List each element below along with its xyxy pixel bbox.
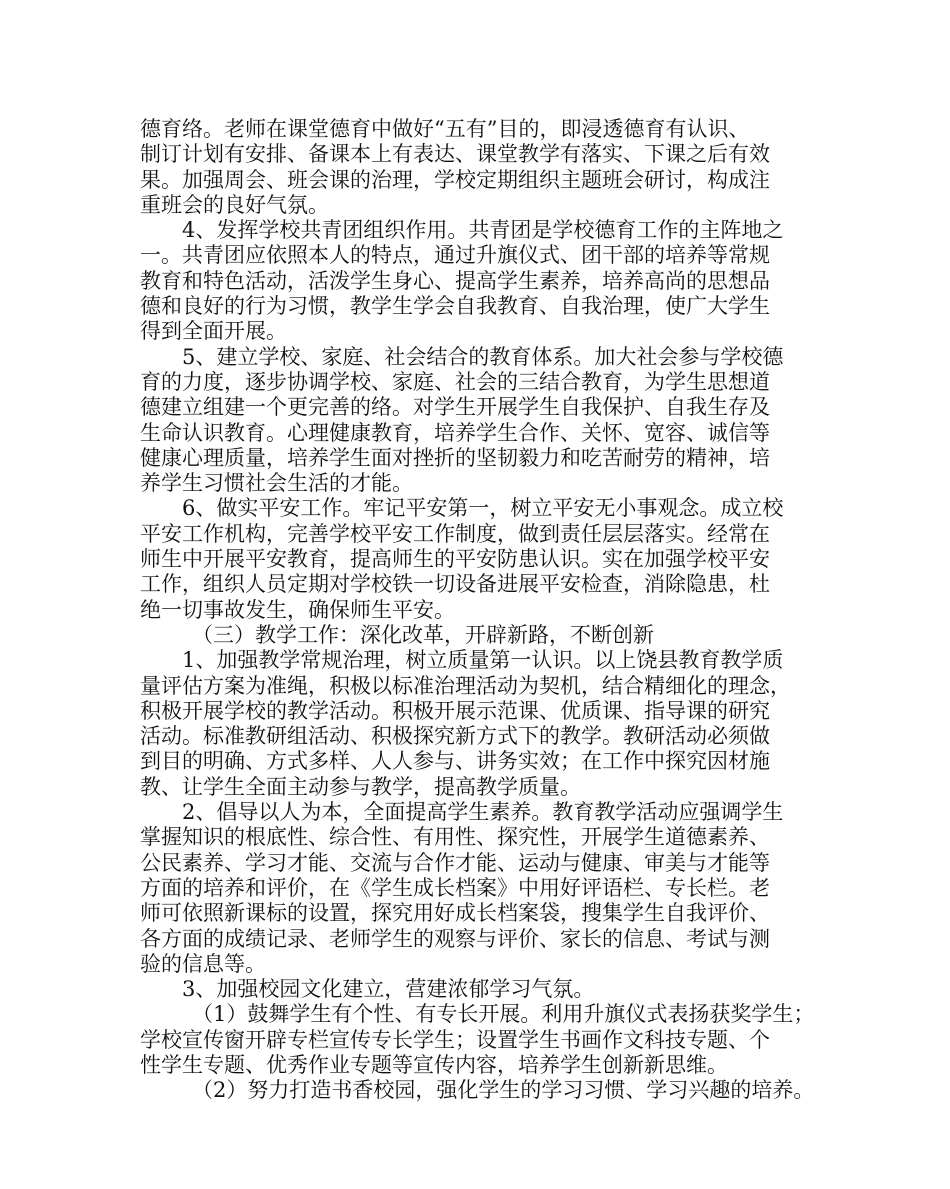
text-line: 工作，组织人员定期对学校铁一切设备进展平安检查，消除隐患，杜: [140, 572, 770, 597]
text-line: 5、建立学校、家庭、社会结合的教育体系。加大社会参与学校德: [182, 344, 784, 369]
body-paragraph: [140, 648, 826, 800]
body-paragraph: [140, 218, 826, 344]
text-line: 重班会的良好气氛。: [140, 192, 329, 217]
subheading-paragraph: [140, 1078, 826, 1103]
text-line: 性学生专题、优秀作业专题等宣传内容，培养学生创新新思维。: [140, 1052, 728, 1077]
text-line: 公民素养、学习才能、交流与合作才能、运动与健康、审美与才能等: [140, 850, 770, 875]
text-line: 一。共青团应依照本人的特点，通过升旗仪式、团干部的培养等常规: [140, 243, 770, 268]
text-line: 教育和特色活动，活泼学生身心、提高学生素养，培养高尚的思想品: [140, 268, 770, 293]
text-line: 德建立组建一个更完善的络。对学生开展学生自我保护、自我生存及: [140, 395, 770, 420]
text-line: （2）努力打造书香校园，强化学生的学习习惯、学习兴趣的培养。: [192, 1078, 815, 1103]
text-line: 制订计划有安排、备课本上有表达、课堂教学有落实、下课之后有效: [140, 142, 770, 167]
text-line: （三）教学工作：深化改革，开辟新路，不断创新: [192, 622, 654, 647]
text-line: 活动。标准教研组活动、积极探究新方式下的教学。教研活动必须做: [140, 724, 770, 749]
text-line: 积极开展学校的教学活动。积极开展示范课、优质课、指导课的研究: [140, 698, 770, 723]
text-line: 4、发挥学校共青团组织作用。共青团是学校德育工作的主阵地之: [182, 218, 784, 243]
body-paragraph: [140, 977, 826, 1002]
text-line: 绝一切事故发生，确保师生平安。: [140, 597, 455, 622]
text-line: 养学生习惯社会生活的才能。: [140, 471, 413, 496]
body-paragraph: [140, 345, 826, 497]
text-line: 健康心理质量，培养学生面对挫折的坚韧毅力和吃苦耐劳的精神，培: [140, 445, 770, 470]
text-line: 掌握知识的根底性、综合性、有用性、探究性，开展学生道德素养、: [140, 825, 770, 850]
subheading-paragraph: [140, 1002, 826, 1078]
text-line: 生命认识教育。心理健康教育，培养学生合作、关怀、宽容、诚信等: [140, 420, 770, 445]
text-line: 方面的培养和评价，在《学生成长档案》中用好评语栏、专长栏。老: [140, 875, 770, 900]
body-paragraph: [140, 496, 826, 622]
text-line: 到目的明确、方式多样、人人参与、讲务实效；在工作中探究因材施: [140, 749, 770, 774]
document-body: [140, 117, 826, 1104]
text-line: 德和良好的行为习惯，教学生学会自我教育、自我治理，使广大学生: [140, 294, 770, 319]
text-line: 各方面的成绩记录、老师学生的观察与评价、家长的信息、考试与测: [140, 926, 770, 951]
text-line: 育的力度，逐步协调学校、家庭、社会的三结合教育，为学生思想道: [140, 369, 770, 394]
text-line: （1）鼓舞学生有个性、有专长开展。利用升旗仪式表扬获奖学生；: [192, 1002, 815, 1027]
text-line: 德育络。老师在课堂德育中做好“五有”目的，即浸透德育有认识、: [140, 117, 750, 141]
text-line: 教、让学生全面主动参与教学，提高教学质量。: [140, 774, 581, 799]
body-paragraph: [140, 800, 826, 977]
text-line: 师可依照新课标的设置，探究用好成长档案袋，搜集学生自我评价、: [140, 901, 770, 926]
body-paragraph: [140, 117, 826, 218]
text-line: 平安工作机构，完善学校平安工作制度，做到责任层层落实。经常在: [140, 521, 770, 546]
text-line: 师生中开展平安教育，提高师生的平安防患认识。实在加强学校平安: [140, 547, 770, 572]
text-line: 3、加强校园文化建立，营建浓郁学习气氛。: [182, 977, 595, 1002]
text-line: 1、加强教学常规治理，树立质量第一认识。以上饶县教育教学质: [182, 648, 784, 673]
text-line: 得到全面开展。: [140, 319, 287, 344]
text-line: 2、倡导以人为本，全面提高学生素养。教育教学活动应强调学生: [182, 800, 784, 825]
text-line: 学校宣传窗开辟专栏宣传专长学生；设置学生书画作文科技专题、个: [140, 1027, 770, 1052]
text-line: 量评估方案为准绳，积极以标准治理活动为契机，结合精细化的理念，: [140, 673, 791, 698]
text-line: 验的信息等。: [140, 951, 266, 976]
subheading-paragraph: [140, 623, 826, 648]
text-line: 6、做实平安工作。牢记平安第一，树立平安无小事观念。成立校: [182, 496, 784, 521]
text-line: 果。加强周会、班会课的治理，学校定期组织主题班会研讨，构成注: [140, 167, 770, 192]
